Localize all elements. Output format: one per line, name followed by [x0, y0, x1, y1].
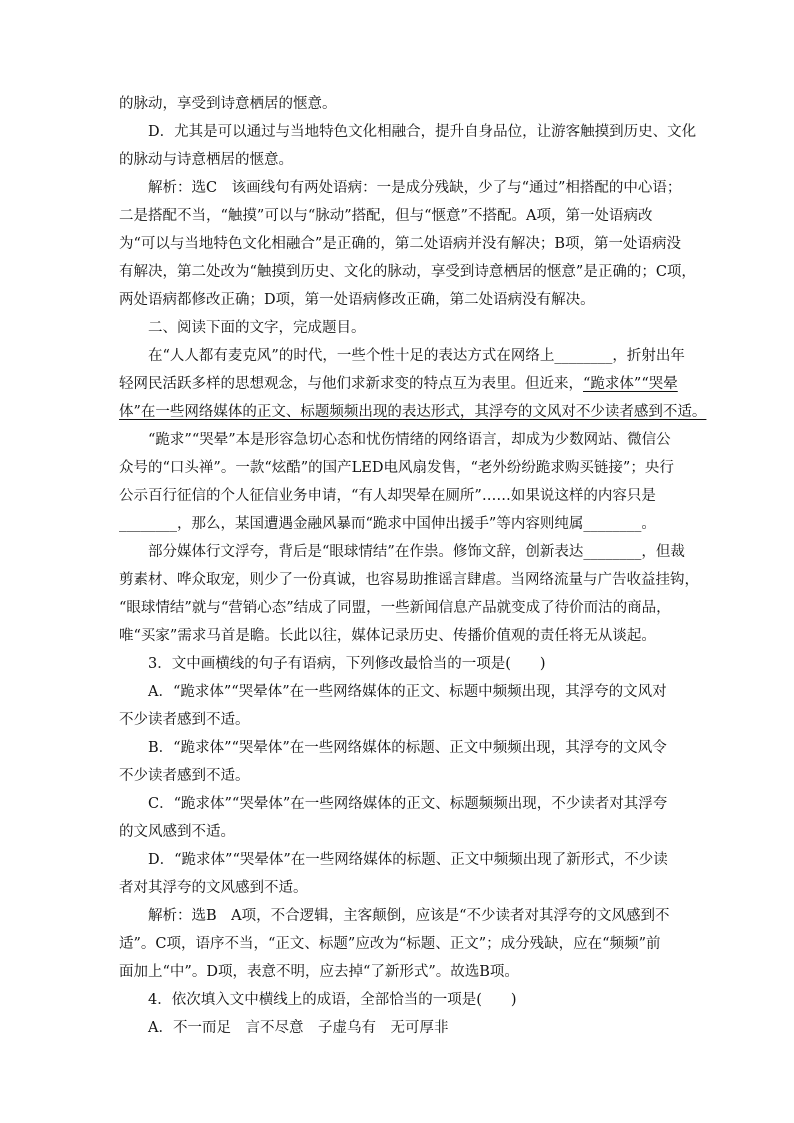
text-line: ________，那么，某国遭遇金融风暴而“跪求中国伸出援手”等内容则纯属________。	[119, 516, 656, 532]
text-line: 的文风感到不适。	[119, 824, 235, 840]
text-line: 众号的“口头禅”。一款“炫酷”的国产LED电风扇发售，“老外纷纷跪求购买链接”；央行	[119, 460, 674, 476]
text-line: 的脉动与诗意栖居的惬意。	[119, 152, 293, 168]
text-line: B．“跪求体”“哭晕体”在一些网络媒体的标题、正文中频频出现，其浮夸的文风令	[148, 740, 667, 756]
text-line: “眼球情结”就与“营销心态”结成了同盟，一些新闻信息产品就变成了待价而沽的商品，	[119, 600, 671, 616]
underlined-sentence: 体”在一些网络媒体的正文、标题频频出现的表达形式，其浮夸的文风对不少读者感到不适。	[119, 404, 707, 420]
text-line: 者对其浮夸的文风感到不适。	[119, 880, 308, 896]
text-line: D．尤其是可以通过与当地特色文化相融合，提升自身品位，让游客触摸到历史、文化	[148, 124, 697, 140]
text-line: A．“跪求体”“哭晕体”在一些网络媒体的正文、标题中频频出现，其浮夸的文风对	[148, 684, 667, 700]
text-line: 解析：选B A项，不合逻辑，主客颠倒，应该是“不少读者对其浮夸的文风感到不	[148, 908, 670, 924]
document-body	[119, 90, 707, 1042]
text-line: 剪素材、哗众取宠，则少了一份真诚，也容易助推谣言肆虐。当网络流量与广告收益挂钩，	[119, 572, 699, 588]
text-line: 面加上“中”。D项，表意不明，应去掉“了新形式”。故选B项。	[119, 964, 519, 980]
text-line: 有解决，第二处改为“触摸到历史、文化的脉动，享受到诗意栖居的惬意”是正确的；C项，	[119, 264, 696, 280]
text-line: 两处语病都修改正确；D项，第一处语病修改正确，第二处语病没有解决。	[119, 292, 595, 308]
text-line: 二是搭配不当，“触摸”可以与“脉动”搭配，但与“惬意”不搭配。A项，第一处语病改	[119, 208, 653, 224]
text-line: “跪求”“哭晕”本是形容急切心态和忧伤情绪的网络语言，却成为少数网站、微信公	[148, 432, 671, 448]
text-line: 为“可以与当地特色文化相融合”是正确的，第二处语病并没有解决；B项，第一处语病没	[119, 236, 681, 252]
text-line: 不少读者感到不适。	[119, 712, 250, 728]
text-line: 二、阅读下面的文字，完成题目。	[148, 320, 366, 336]
text-segment: 轻网民活跃多样的思想观念，与他们求新求变的特点互为表里。但近来，	[119, 376, 583, 392]
text-line: 3．文中画横线的句子有语病，下列修改最恰当的一项是( )	[148, 656, 546, 672]
text-line: 4．依次填入文中横线上的成语，全部恰当的一项是( )	[148, 992, 517, 1008]
text-line: 的脉动，享受到诗意栖居的惬意。	[119, 96, 337, 112]
text-line: A．不一而足 言不尽意 子虚乌有 无可厚非	[148, 1020, 449, 1036]
text-line	[119, 398, 707, 426]
underlined-sentence: “跪求体”“哭晕	[583, 376, 678, 392]
text-line: 部分媒体行文浮夸，背后是“眼球情结”在作祟。修饰文辞，创新表达________，但裁	[148, 544, 685, 560]
text-line: 公示百行征信的个人征信业务申请，“有人却哭晕在厕所”……如果说这样的内容只是	[119, 488, 656, 504]
text-line: C．“跪求体”“哭晕体”在一些网络媒体的正文、标题频频出现，不少读者对其浮夸	[148, 796, 668, 812]
text-line	[119, 370, 679, 398]
text-line: 在“人人都有麦克风”的时代，一些个性十足的表达方式在网络上________，折射出年	[148, 348, 685, 364]
text-line: 唯“买家”需求马首是瞻。长此以往，媒体记录历史、传播价值观的责任将无从谈起。	[119, 628, 656, 644]
text-line: 不少读者感到不适。	[119, 768, 250, 784]
text-line: 适”。C项，语序不当，“正文、标题”应改为“标题、正文”；成分残缺，应在“频频”前	[119, 936, 661, 952]
text-line: D．“跪求体”“哭晕体”在一些网络媒体的标题、正文中频频出现了新形式，不少读	[148, 852, 668, 868]
text-line: 解析：选C 该画线句有两处语病：一是成分残缺，少了与“通过”相搭配的中心语；	[148, 180, 682, 196]
